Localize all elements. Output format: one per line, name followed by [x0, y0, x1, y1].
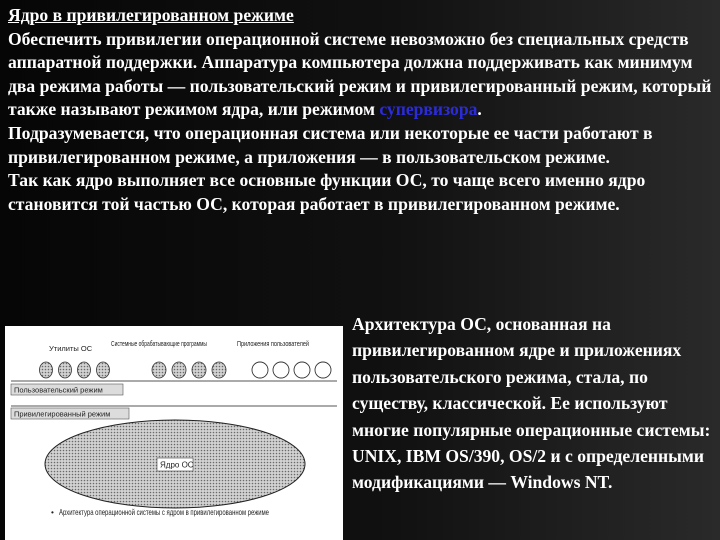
system-process: [172, 362, 186, 378]
system-programs-group: [152, 362, 226, 378]
slide-title: Ядро в привилегированном режиме: [8, 5, 294, 25]
main-text-block: [8, 4, 714, 216]
diagram-caption: [51, 508, 269, 517]
paragraph-3: Так как ядро выполняет все основные функции ОС, то чаще всего именно ядро становится той частью ОС, которая работает в привилегированном режиме.: [8, 170, 646, 214]
kernel-label: Ядро ОС: [160, 460, 194, 470]
header-user-applications: Приложения пользователей: [237, 339, 309, 348]
application-process: [315, 362, 331, 378]
diagram-caption-text: Архитектура операционной системы с ядром в привилегированном режиме: [59, 508, 270, 517]
utility-process: [97, 362, 110, 378]
paragraph-1: [8, 28, 714, 122]
architecture-diagram: [5, 326, 343, 540]
header-system-programs: Системные обрабатывающие программы: [111, 339, 207, 348]
user-applications-group: [252, 362, 331, 378]
architecture-diagram-svg: [5, 326, 343, 540]
utility-process: [40, 362, 53, 378]
privileged-mode-label: Привилегированный режим: [14, 409, 111, 419]
supervisor-term: супервизора: [379, 99, 478, 120]
system-process: [192, 362, 206, 378]
application-process: [294, 362, 310, 378]
paragraph-1-text: Обеспечить привилегии операционной системе невозможно без специальных средств аппаратной поддержки. Аппаратура компьютера должна поддерживать как минимум два режима работы — пользовательский режим и привилегированный режим, который также называют режимом ядра, или режимом: [8, 28, 712, 120]
system-process: [152, 362, 166, 378]
application-process: [273, 362, 289, 378]
application-process: [252, 362, 268, 378]
paragraph-2: Подразумевается, что операционная система или некоторые ее части работают в привилегированном режиме, а приложения — в пользовательском режиме.: [8, 122, 653, 167]
user-mode-label: Пользовательский режим: [14, 385, 103, 395]
paragraph-1-end: .: [477, 99, 482, 120]
os-utilities-group: [40, 362, 110, 378]
architecture-description: Архитектура ОС, основанная на привилегированном ядре и приложениях пользовательского режима, стала, по существу, классической. Ее используют многие популярные операционные системы: UNIX, IBM OS/390, OS/2 и с определенными модификациями — Windows NT.: [352, 314, 711, 493]
utility-process: [59, 362, 72, 378]
system-process: [212, 362, 226, 378]
caption-bullet: •: [51, 508, 54, 517]
utility-process: [78, 362, 91, 378]
header-os-utilities: Утилиты ОС: [49, 344, 93, 353]
